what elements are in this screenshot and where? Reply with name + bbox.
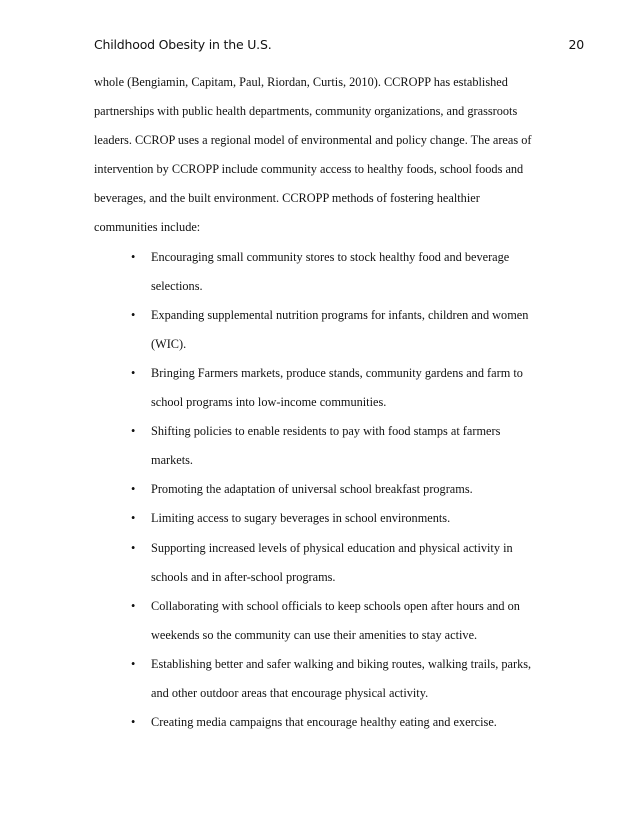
- paragraph-line: beverages, and the built environment. CCROPP methods of fostering healthier: [94, 191, 480, 206]
- bullet-item: [94, 708, 551, 737]
- bullet-icon: •: [131, 307, 136, 322]
- paragraph-line: communities include:: [94, 220, 201, 235]
- bullet-text-line: Supporting increased levels of physical education and physical activity in: [151, 540, 513, 555]
- bullet-item: [94, 650, 551, 708]
- body-paragraph: [94, 68, 554, 243]
- bullet-item: [94, 243, 551, 301]
- bullet-text-line: Encouraging small community stores to stock healthy food and beverage: [151, 249, 510, 264]
- bullet-text-line: selections.: [151, 278, 203, 293]
- bullet-item: [94, 417, 551, 475]
- bullet-icon: •: [131, 249, 136, 264]
- bullet-icon: •: [131, 656, 136, 671]
- bullet-icon: •: [131, 511, 136, 526]
- bullet-text-line: Establishing better and safer walking and biking routes, walking trails, parks,: [151, 656, 532, 671]
- bullet-icon: •: [131, 715, 136, 730]
- running-header: [94, 37, 584, 57]
- bullet-text-line: Bringing Farmers markets, produce stands, community gardens and farm to: [151, 365, 523, 380]
- bullet-text-line: Collaborating with school officials to keep schools open after hours and on: [151, 598, 520, 613]
- bullet-icon: •: [131, 365, 136, 380]
- bullet-text-line: (WIC).: [151, 336, 187, 351]
- methods-bullet-list: [94, 243, 554, 738]
- bullet-item: [94, 475, 551, 504]
- bullet-text-line: Promoting the adaptation of universal school breakfast programs.: [151, 482, 473, 497]
- bullet-item: [94, 359, 551, 417]
- running-header-title: Childhood Obesity in the U.S.: [94, 37, 272, 52]
- bullet-text-line: schools and in after-school programs.: [151, 569, 336, 584]
- document-body: [94, 68, 554, 737]
- bullet-text-line: markets.: [151, 453, 194, 468]
- bullet-icon: •: [131, 540, 136, 555]
- bullet-text-line: Limiting access to sugary beverages in school environments.: [151, 511, 451, 526]
- paragraph-line: intervention by CCROPP include community access to healthy foods, school foods and: [94, 162, 524, 177]
- bullet-icon: •: [131, 598, 136, 613]
- page-number: 20: [568, 37, 584, 52]
- bullet-text-line: school programs into low-income communities.: [151, 395, 387, 410]
- bullet-item: [94, 534, 551, 592]
- bullet-text-line: Expanding supplemental nutrition programs for infants, children and women: [151, 307, 529, 322]
- bullet-text-line: Creating media campaigns that encourage healthy eating and exercise.: [151, 715, 497, 730]
- bullet-text-line: weekends so the community can use their amenities to stay active.: [151, 627, 478, 642]
- bullet-item: [94, 301, 551, 359]
- bullet-text-line: Shifting policies to enable residents to pay with food stamps at farmers: [151, 424, 501, 439]
- paragraph-line: partnerships with public health departments, community organizations, and grassroots: [94, 104, 518, 119]
- bullet-icon: •: [131, 424, 136, 439]
- paragraph-line: whole (Bengiamin, Capitam, Paul, Riordan, Curtis, 2010). CCROPP has established: [94, 75, 508, 89]
- bullet-icon: •: [131, 482, 136, 497]
- bullet-text-line: and other outdoor areas that encourage physical activity.: [151, 685, 429, 700]
- paragraph-line: leaders. CCROP uses a regional model of environmental and policy change. The areas of: [94, 133, 532, 148]
- bullet-item: [94, 504, 551, 533]
- bullet-item: [94, 592, 551, 650]
